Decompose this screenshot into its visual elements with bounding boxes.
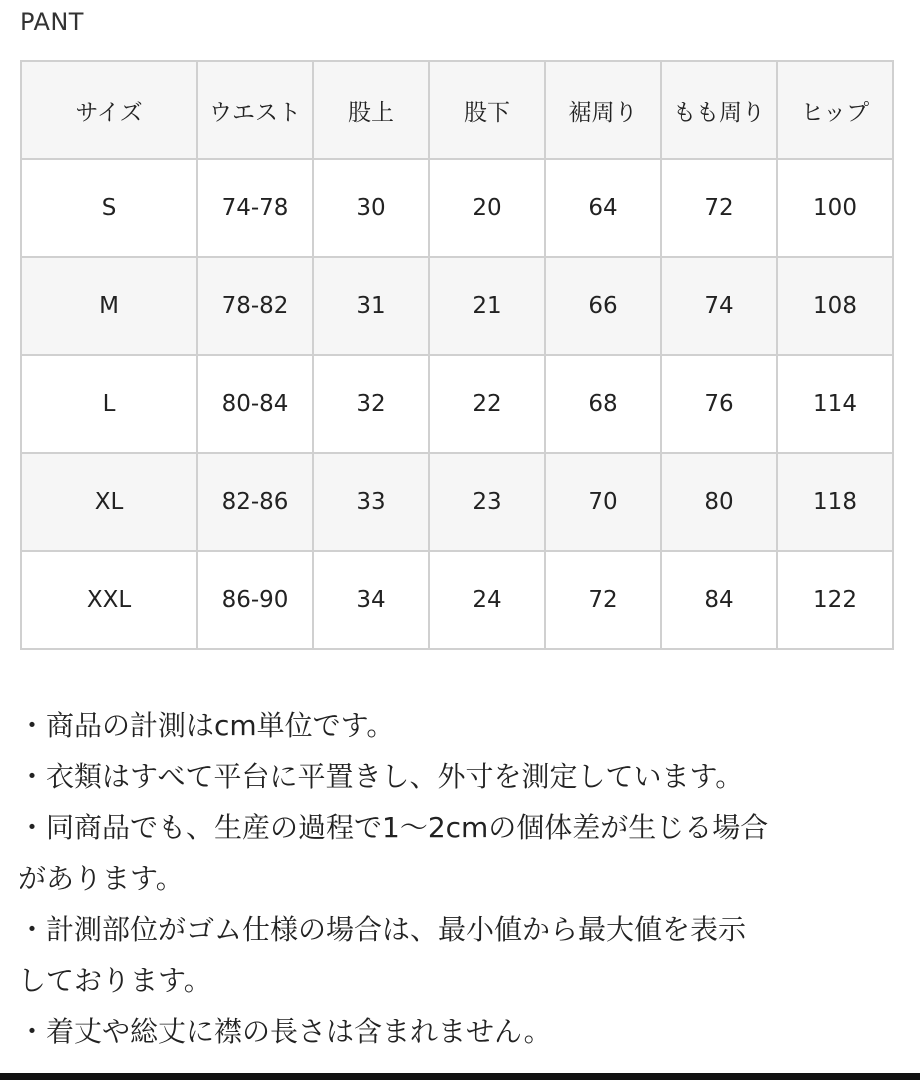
table-cell: 21 [429,257,545,355]
table-row [21,257,893,355]
table-cell: 23 [429,453,545,551]
table-cell: 108 [777,257,893,355]
table-cell: M [21,257,197,355]
table-cell: 31 [313,257,429,355]
table-cell: 74-78 [197,159,313,257]
page-title: PANT [20,8,84,36]
table-cell: 118 [777,453,893,551]
table-cell: 72 [545,551,661,649]
table-row [21,355,893,453]
header-hip: ヒップ [777,61,893,159]
table-cell: 72 [661,159,777,257]
table-cell: 82-86 [197,453,313,551]
size-chart-table [20,60,894,650]
note-line: があります。 [18,862,184,895]
table-cell: 70 [545,453,661,551]
table-cell: 80-84 [197,355,313,453]
table-cell: 30 [313,159,429,257]
table-cell: XL [21,453,197,551]
table-cell: 24 [429,551,545,649]
header-hem: 裾周り [545,61,661,159]
table-row [21,159,893,257]
table-cell: 86-90 [197,551,313,649]
measurement-notes [18,700,908,1057]
table-cell: 68 [545,355,661,453]
note-line: ・衣類はすべて平台に平置きし、外寸を測定しています。 [18,760,744,793]
table-cell: 32 [313,355,429,453]
header-inseam: 股下 [429,61,545,159]
table-cell: 20 [429,159,545,257]
table-cell: 78-82 [197,257,313,355]
note-line: ・同商品でも、生産の過程で1〜2cmの個体差が生じる場合 [18,811,769,844]
table-cell: 76 [661,355,777,453]
table-cell: 64 [545,159,661,257]
table-cell: L [21,355,197,453]
header-size: サイズ [21,61,197,159]
header-waist: ウエスト [197,61,313,159]
table-cell: S [21,159,197,257]
table-cell: 84 [661,551,777,649]
table-cell: 114 [777,355,893,453]
header-rise: 股上 [313,61,429,159]
header-thigh: もも周り [661,61,777,159]
table-cell: XXL [21,551,197,649]
table-cell: 74 [661,257,777,355]
table-cell: 34 [313,551,429,649]
table-row [21,453,893,551]
table-cell: 22 [429,355,545,453]
table-cell: 100 [777,159,893,257]
table-cell: 80 [661,453,777,551]
table-cell: 33 [313,453,429,551]
bottom-bar [0,1073,920,1080]
table-cell: 122 [777,551,893,649]
note-line: しております。 [18,964,212,997]
note-line: ・着丈や総丈に襟の長さは含まれません。 [18,1015,552,1048]
table-row [21,551,893,649]
note-line: ・計測部位がゴム仕様の場合は、最小値から最大値を表示 [18,913,747,946]
table-header-row [21,61,893,159]
note-line: ・商品の計測はcm単位です。 [18,709,395,742]
table-cell: 66 [545,257,661,355]
